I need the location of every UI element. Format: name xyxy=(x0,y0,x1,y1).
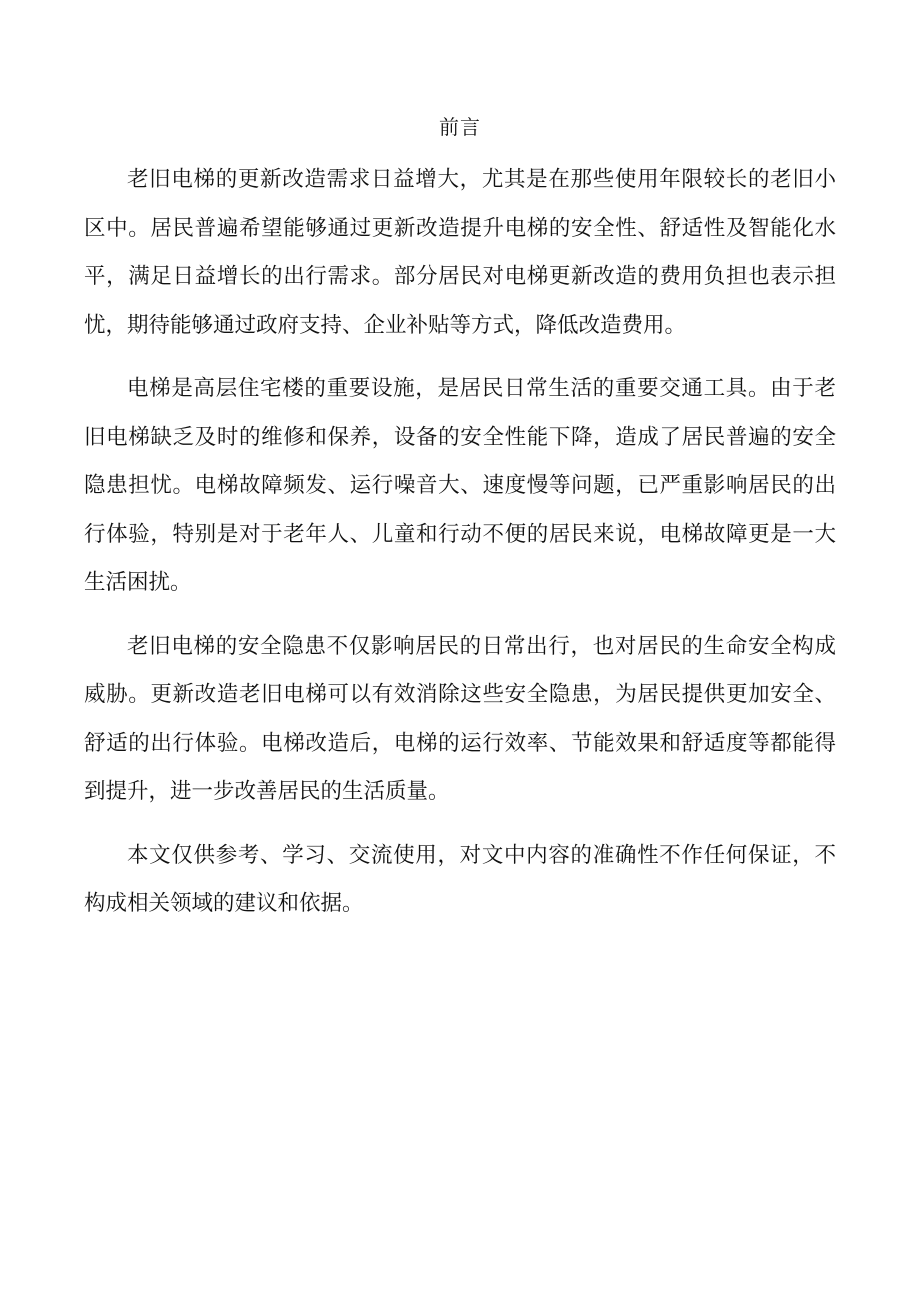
paragraph-4: 本文仅供参考、学习、交流使用，对文中内容的准确性不作任何保证，不构成相关领域的建议和依据。 xyxy=(84,842,836,916)
document-body xyxy=(84,156,836,944)
paragraph-2: 电梯是高层住宅楼的重要设施，是居民日常生活的重要交通工具。由于老旧电梯缺乏及时的维修和保养，设备的安全性能下降，造成了居民普遍的安全隐患担忧。电梯故障频发、运行噪音大、速度慢等问题，已严重影响居民的出行体验，特别是对于老年人、儿童和行动不便的居民来说，电梯故障更是一大生活困扰。 xyxy=(84,376,836,595)
paragraph-1: 老旧电梯的更新改造需求日益增大，尤其是在那些使用年限较长的老旧小区中。居民普遍希望能够通过更新改造提升电梯的安全性、舒适性及智能化水平，满足日益增长的出行需求。部分居民对电梯更新改造的费用负担也表示担忧，期待能够通过政府支持、企业补贴等方式，降低改造费用。 xyxy=(84,167,836,338)
page-title: 前言 xyxy=(439,115,481,139)
paragraph-3: 老旧电梯的安全隐患不仅影响居民的日常出行，也对居民的生命安全构成威胁。更新改造老旧电梯可以有效消除这些安全隐患，为居民提供更加安全、舒适的出行体验。电梯改造后，电梯的运行效率、节能效果和舒适度等都能得到提升，进一步改善居民的生活质量。 xyxy=(84,633,836,804)
